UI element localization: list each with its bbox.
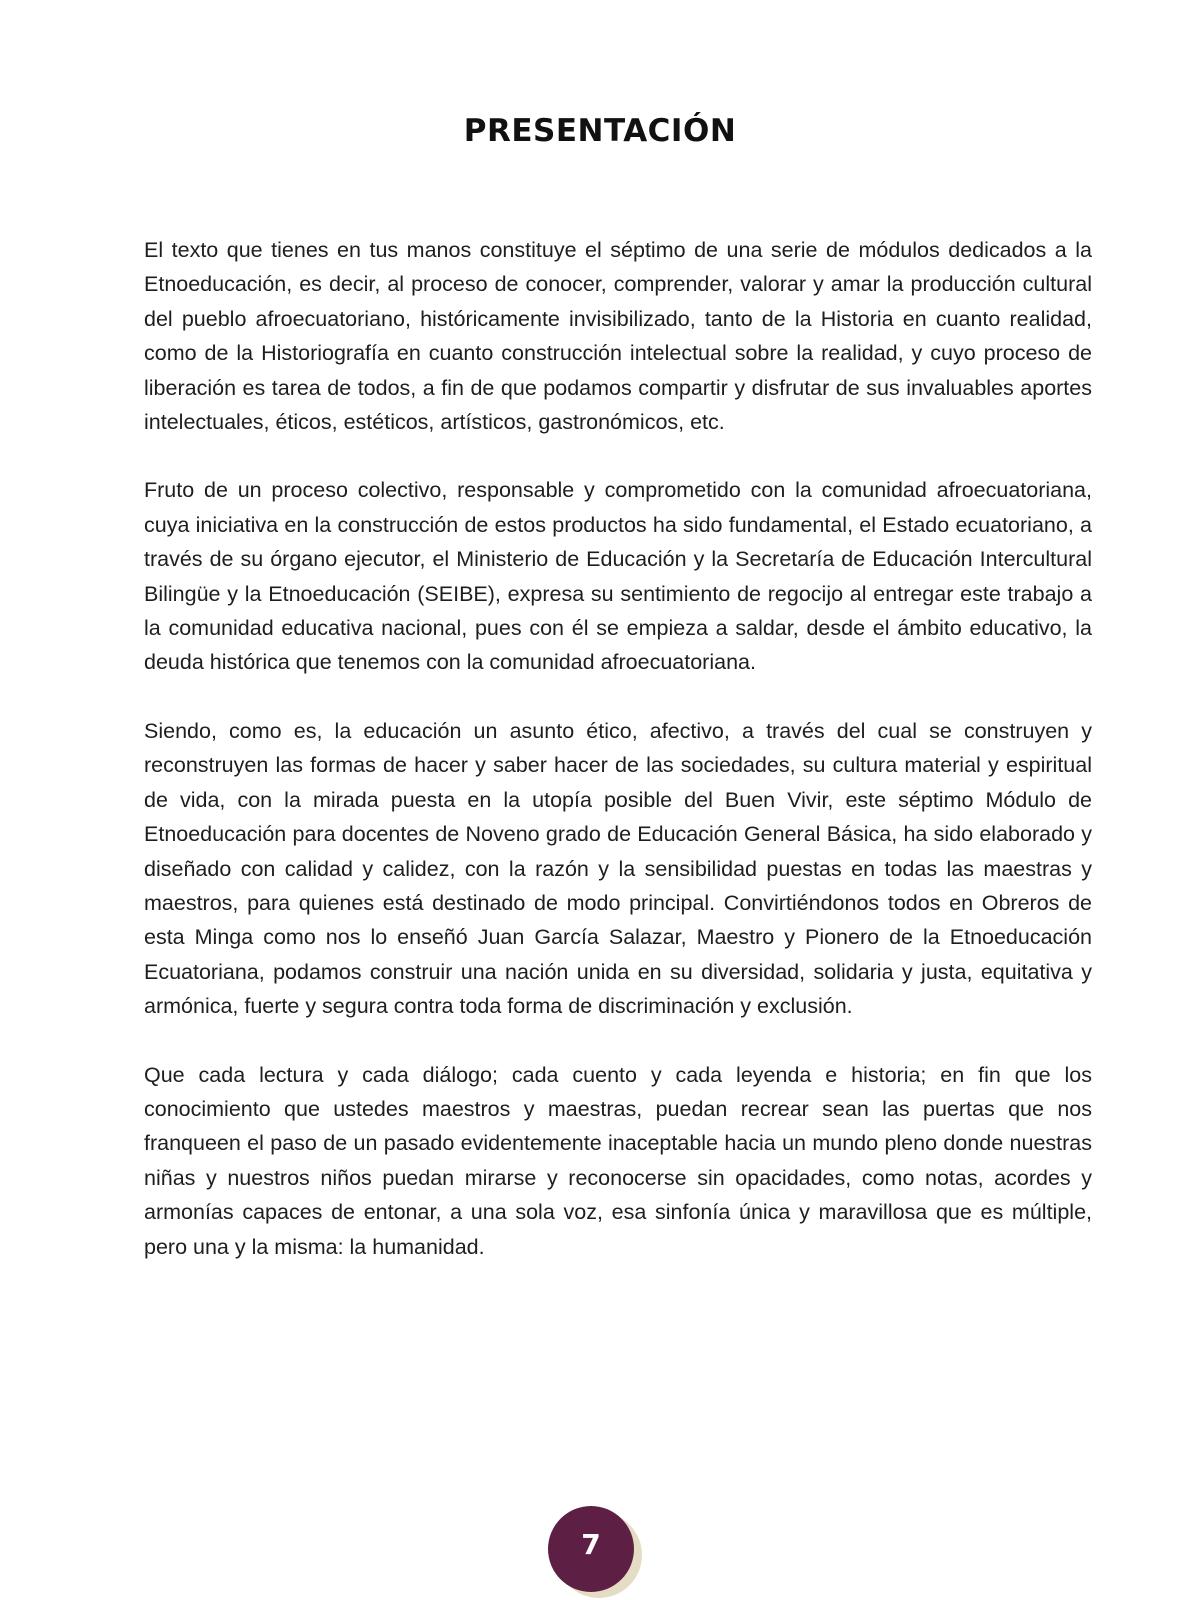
paragraph-1: El texto que tienes en tus manos constituye el séptimo de una serie de módulos dedicados a la Etnoeducación, es decir, al proceso de conocer, comprender, valorar y amar la producción cultural del pueblo afroecuatoriano, históricamente invisibilizado, tanto de la Historia en cuanto realidad, como de la Historiografía en cuanto construcción intelectual sobre la realidad, y cuyo proceso de liberación es tarea de todos, a fin de que podamos compartir y disfrutar de sus invaluables aportes intelectuales, éticos, estéticos, artísticos, gastronómicos, etc. (144, 238, 1092, 435)
page-number-circle (548, 1506, 634, 1592)
page-number: 7 (581, 1527, 601, 1561)
paragraph-3: Siendo, como es, la educación un asunto ético, afectivo, a través del cual se construyen y reconstruyen las formas de hacer y saber hacer de las sociedades, su cultura material y espiritual de vida, con la mirada puesta en la utopía posible del Buen Vivir, este séptimo Módulo de Etnoeducación para docentes de Noveno grado de Educación General Básica, ha sido elaborado y diseñado con calidad y calidez, con la razón y la sensibilidad puestas en todas las maestras y maestros, para quienes está destinado de modo principal. Convirtiéndonos todos en Obreros de esta Minga como nos lo enseñó Juan García Salazar, Maestro y Pionero de la Etnoeducación Ecuatoriana, podamos construir una nación unida en su diversidad, solidaria y justa, equitativa y armónica, fuerte y segura contra toda forma de discriminación y exclusión. (144, 718, 1092, 1019)
paragraph-2: Fruto de un proceso colectivo, responsable y comprometido con la comunidad afroecuatoriana, cuya iniciativa en la construcción de estos productos ha sido fundamental, el Estado ecuatoriano, a través de su órgano ejecutor, el Ministerio de Educación y la Secretaría de Educación Intercultural Bilingüe y la Etnoeducación (SEIBE), expresa su sentimiento de regocijo al entregar este trabajo a la comunidad educativa nacional, pues con él se empieza a saldar, desde el ámbito educativo, la deuda histórica que tenemos con la comunidad afroecuatoriana. (144, 478, 1092, 675)
paragraph-4: Que cada lectura y cada diálogo; cada cuento y cada leyenda e historia; en fin que los conocimiento que ustedes maestros y maestras, puedan recrear sean las puertas que nos franqueen el paso de un pasado evidentemente inaceptable hacia un mundo pleno donde nuestras niñas y nuestros niños puedan mirarse y reconocerse sin opacidades, como notas, acordes y armonías capaces de entonar, a una sola voz, esa sinfonía única y maravillosa que es múltiple, pero una y la misma: la humanidad. (144, 1062, 1092, 1259)
page-number-badge (548, 1506, 642, 1600)
body-text (144, 233, 1092, 1298)
page-title: PRESENTACIÓN (463, 113, 737, 149)
